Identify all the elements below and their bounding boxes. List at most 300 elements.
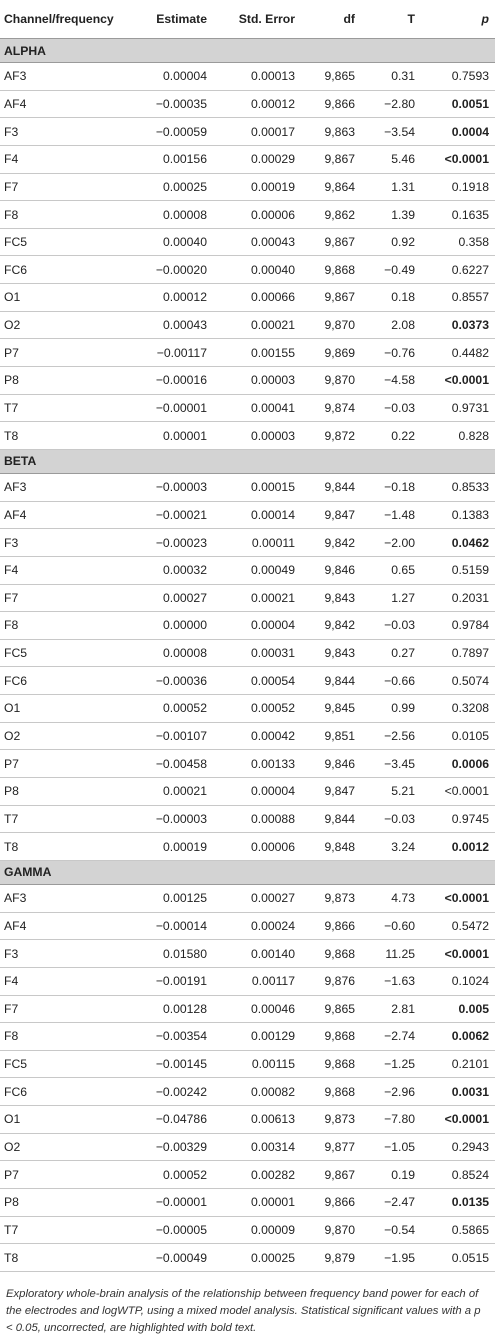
p-value-cell: 0.5865 — [421, 1216, 495, 1244]
estimate-cell: 0.00025 — [125, 173, 213, 201]
t-value-cell: 1.27 — [361, 584, 421, 612]
t-value-cell: 4.73 — [361, 884, 421, 912]
estimate-cell: −0.00191 — [125, 967, 213, 995]
table-row — [0, 940, 495, 968]
estimate-cell: 0.00156 — [125, 145, 213, 173]
p-value-cell: 0.828 — [421, 422, 495, 450]
p-value-cell: 0.0031 — [421, 1078, 495, 1106]
df-cell: 9,868 — [301, 1050, 361, 1078]
estimate-cell: −0.00021 — [125, 501, 213, 529]
channel-cell: FC6 — [0, 256, 125, 284]
t-value-cell: 5.21 — [361, 778, 421, 806]
p-value-cell: 0.3208 — [421, 695, 495, 723]
p-value-cell: 0.2101 — [421, 1050, 495, 1078]
table-row — [0, 256, 495, 284]
channel-cell: F7 — [0, 173, 125, 201]
table-caption: Exploratory whole-brain analysis of the relationship between frequency band power for each of the electrodes and logWTP, using a mixed model analysis. Statistical significant values with a p < 0.05, uncorrected, are highlighted with bold text. — [6, 1287, 481, 1334]
std-error-cell: 0.00015 — [213, 473, 301, 501]
std-error-cell: 0.00001 — [213, 1188, 301, 1216]
table-row — [0, 90, 495, 118]
channel-cell: P8 — [0, 1188, 125, 1216]
channel-cell: AF3 — [0, 884, 125, 912]
df-cell: 9,851 — [301, 722, 361, 750]
estimate-cell: −0.00117 — [125, 339, 213, 367]
std-error-cell: 0.00040 — [213, 256, 301, 284]
estimate-cell: 0.00008 — [125, 639, 213, 667]
estimate-cell: 0.00125 — [125, 884, 213, 912]
df-cell: 9,868 — [301, 1078, 361, 1106]
p-value-cell: 0.5074 — [421, 667, 495, 695]
header-df: df — [301, 0, 361, 39]
std-error-cell: 0.00054 — [213, 667, 301, 695]
p-value-cell: 0.5472 — [421, 912, 495, 940]
channel-cell: O2 — [0, 311, 125, 339]
channel-cell: FC5 — [0, 228, 125, 256]
p-value-cell: 0.4482 — [421, 339, 495, 367]
estimate-cell: −0.00020 — [125, 256, 213, 284]
estimate-cell: −0.00023 — [125, 529, 213, 557]
t-value-cell: −1.48 — [361, 501, 421, 529]
df-cell: 9,868 — [301, 1023, 361, 1051]
channel-cell: P7 — [0, 750, 125, 778]
t-value-cell: 0.19 — [361, 1161, 421, 1189]
table-row — [0, 394, 495, 422]
std-error-cell: 0.00029 — [213, 145, 301, 173]
std-error-cell: 0.00314 — [213, 1133, 301, 1161]
p-value-cell: 0.0515 — [421, 1244, 495, 1272]
std-error-cell: 0.00041 — [213, 394, 301, 422]
t-value-cell: −2.96 — [361, 1078, 421, 1106]
std-error-cell: 0.00052 — [213, 695, 301, 723]
p-value-cell: 0.1635 — [421, 201, 495, 229]
estimate-cell: −0.00049 — [125, 1244, 213, 1272]
table-row — [0, 1216, 495, 1244]
t-value-cell: 0.31 — [361, 63, 421, 91]
channel-cell: F8 — [0, 201, 125, 229]
p-value-cell: 0.0135 — [421, 1188, 495, 1216]
p-value-cell: 0.9784 — [421, 612, 495, 640]
p-value-cell: 0.2031 — [421, 584, 495, 612]
std-error-cell: 0.00004 — [213, 612, 301, 640]
t-value-cell: −3.45 — [361, 750, 421, 778]
channel-cell: FC6 — [0, 1078, 125, 1106]
t-value-cell: −2.80 — [361, 90, 421, 118]
df-cell: 9,864 — [301, 173, 361, 201]
std-error-cell: 0.00043 — [213, 228, 301, 256]
t-value-cell: 2.08 — [361, 311, 421, 339]
std-error-cell: 0.00012 — [213, 90, 301, 118]
df-cell: 9,873 — [301, 884, 361, 912]
std-error-cell: 0.00003 — [213, 367, 301, 395]
df-cell: 9,843 — [301, 584, 361, 612]
table-row — [0, 778, 495, 806]
estimate-cell: −0.00458 — [125, 750, 213, 778]
df-cell: 9,847 — [301, 501, 361, 529]
std-error-cell: 0.00021 — [213, 311, 301, 339]
p-value-cell: 0.8533 — [421, 473, 495, 501]
t-value-cell: −3.54 — [361, 118, 421, 146]
std-error-cell: 0.00133 — [213, 750, 301, 778]
df-cell: 9,865 — [301, 995, 361, 1023]
t-value-cell: −7.80 — [361, 1106, 421, 1134]
t-value-cell: 0.92 — [361, 228, 421, 256]
table-row — [0, 639, 495, 667]
t-value-cell: 1.39 — [361, 201, 421, 229]
table-row — [0, 1023, 495, 1051]
df-cell: 9,870 — [301, 367, 361, 395]
channel-cell: T8 — [0, 833, 125, 861]
table-row — [0, 912, 495, 940]
df-cell: 9,877 — [301, 1133, 361, 1161]
df-cell: 9,872 — [301, 422, 361, 450]
header-p: p — [421, 0, 495, 39]
channel-cell: T8 — [0, 422, 125, 450]
df-cell: 9,848 — [301, 833, 361, 861]
t-value-cell: 2.81 — [361, 995, 421, 1023]
channel-cell: AF4 — [0, 501, 125, 529]
table-row — [0, 884, 495, 912]
channel-cell: AF3 — [0, 473, 125, 501]
t-value-cell: −1.63 — [361, 967, 421, 995]
table-row — [0, 501, 495, 529]
table-header — [0, 0, 495, 39]
p-value-cell: 0.0051 — [421, 90, 495, 118]
df-cell: 9,867 — [301, 284, 361, 312]
t-value-cell: 0.18 — [361, 284, 421, 312]
channel-cell: P8 — [0, 778, 125, 806]
std-error-cell: 0.00017 — [213, 118, 301, 146]
std-error-cell: 0.00046 — [213, 995, 301, 1023]
channel-cell: AF4 — [0, 90, 125, 118]
estimate-cell: −0.04786 — [125, 1106, 213, 1134]
df-cell: 9,869 — [301, 339, 361, 367]
t-value-cell: 0.99 — [361, 695, 421, 723]
p-value-cell: 0.1918 — [421, 173, 495, 201]
std-error-cell: 0.00031 — [213, 639, 301, 667]
df-cell: 9,879 — [301, 1244, 361, 1272]
table-row — [0, 339, 495, 367]
estimate-cell: −0.00016 — [125, 367, 213, 395]
table-row — [0, 311, 495, 339]
table-row — [0, 284, 495, 312]
t-value-cell: −0.03 — [361, 612, 421, 640]
std-error-cell: 0.00014 — [213, 501, 301, 529]
p-value-cell: 0.1383 — [421, 501, 495, 529]
estimate-cell: 0.00012 — [125, 284, 213, 312]
df-cell: 9,846 — [301, 556, 361, 584]
std-error-cell: 0.00117 — [213, 967, 301, 995]
table-row — [0, 750, 495, 778]
p-value-cell: 0.1024 — [421, 967, 495, 995]
table-row — [0, 1106, 495, 1134]
t-value-cell: −0.03 — [361, 394, 421, 422]
t-value-cell: −0.54 — [361, 1216, 421, 1244]
std-error-cell: 0.00140 — [213, 940, 301, 968]
header-row — [0, 0, 495, 39]
table-row — [0, 1244, 495, 1272]
t-value-cell: −0.60 — [361, 912, 421, 940]
table-row — [0, 473, 495, 501]
table-body — [0, 39, 495, 1272]
t-value-cell: 11.25 — [361, 940, 421, 968]
p-value-cell: 0.9745 — [421, 805, 495, 833]
estimate-cell: 0.00052 — [125, 1161, 213, 1189]
std-error-cell: 0.00004 — [213, 778, 301, 806]
estimate-cell: −0.00005 — [125, 1216, 213, 1244]
p-value-cell: 0.8557 — [421, 284, 495, 312]
table-row — [0, 118, 495, 146]
df-cell: 9,866 — [301, 912, 361, 940]
estimate-cell: 0.00043 — [125, 311, 213, 339]
estimate-cell: 0.01580 — [125, 940, 213, 968]
df-cell: 9,844 — [301, 667, 361, 695]
p-value-cell: <0.0001 — [421, 367, 495, 395]
estimate-cell: 0.00027 — [125, 584, 213, 612]
header-t: T — [361, 0, 421, 39]
std-error-cell: 0.00006 — [213, 833, 301, 861]
channel-cell: T7 — [0, 1216, 125, 1244]
std-error-cell: 0.00009 — [213, 1216, 301, 1244]
channel-cell: F4 — [0, 145, 125, 173]
df-cell: 9,873 — [301, 1106, 361, 1134]
p-value-cell: 0.5159 — [421, 556, 495, 584]
estimate-cell: −0.00059 — [125, 118, 213, 146]
df-cell: 9,868 — [301, 256, 361, 284]
std-error-cell: 0.00082 — [213, 1078, 301, 1106]
t-value-cell: 3.24 — [361, 833, 421, 861]
channel-cell: F3 — [0, 529, 125, 557]
table-row — [0, 529, 495, 557]
t-value-cell: −0.03 — [361, 805, 421, 833]
channel-cell: O1 — [0, 284, 125, 312]
df-cell: 9,845 — [301, 695, 361, 723]
p-value-cell: <0.0001 — [421, 940, 495, 968]
table-row — [0, 1188, 495, 1216]
header-estimate: Estimate — [125, 0, 213, 39]
table-row — [0, 805, 495, 833]
channel-cell: P8 — [0, 367, 125, 395]
channel-cell: F8 — [0, 612, 125, 640]
p-value-cell: 0.0105 — [421, 722, 495, 750]
t-value-cell: 1.31 — [361, 173, 421, 201]
table-row — [0, 1078, 495, 1106]
estimate-cell: 0.00021 — [125, 778, 213, 806]
channel-cell: O1 — [0, 695, 125, 723]
estimate-cell: 0.00001 — [125, 422, 213, 450]
channel-cell: F4 — [0, 556, 125, 584]
p-value-cell: 0.8524 — [421, 1161, 495, 1189]
estimate-cell: −0.00001 — [125, 1188, 213, 1216]
table-row — [0, 1161, 495, 1189]
table-row — [0, 63, 495, 91]
p-value-cell: 0.0012 — [421, 833, 495, 861]
std-error-cell: 0.00282 — [213, 1161, 301, 1189]
table-row — [0, 201, 495, 229]
estimate-cell: −0.00003 — [125, 473, 213, 501]
table-row — [0, 1133, 495, 1161]
table-row — [0, 422, 495, 450]
channel-cell: F7 — [0, 995, 125, 1023]
std-error-cell: 0.00003 — [213, 422, 301, 450]
channel-cell: FC5 — [0, 1050, 125, 1078]
t-value-cell: 5.46 — [361, 145, 421, 173]
df-cell: 9,844 — [301, 473, 361, 501]
t-value-cell: 0.27 — [361, 639, 421, 667]
std-error-cell: 0.00027 — [213, 884, 301, 912]
t-value-cell: −2.74 — [361, 1023, 421, 1051]
df-cell: 9,842 — [301, 612, 361, 640]
std-error-cell: 0.00013 — [213, 63, 301, 91]
table-row — [0, 367, 495, 395]
df-cell: 9,844 — [301, 805, 361, 833]
std-error-cell: 0.00021 — [213, 584, 301, 612]
p-value-cell: <0.0001 — [421, 778, 495, 806]
std-error-cell: 0.00025 — [213, 1244, 301, 1272]
df-cell: 9,846 — [301, 750, 361, 778]
df-cell: 9,868 — [301, 940, 361, 968]
df-cell: 9,867 — [301, 1161, 361, 1189]
table-row — [0, 967, 495, 995]
section-row-alpha — [0, 39, 495, 63]
estimate-cell: −0.00145 — [125, 1050, 213, 1078]
table-row — [0, 695, 495, 723]
p-value-cell: <0.0001 — [421, 1106, 495, 1134]
header-std-error: Std. Error — [213, 0, 301, 39]
p-value-cell: 0.7897 — [421, 639, 495, 667]
p-value-cell: 0.005 — [421, 995, 495, 1023]
p-value-cell: 0.0462 — [421, 529, 495, 557]
channel-cell: AF3 — [0, 63, 125, 91]
channel-cell: T8 — [0, 1244, 125, 1272]
table-row — [0, 612, 495, 640]
estimate-cell: 0.00052 — [125, 695, 213, 723]
table-row — [0, 584, 495, 612]
t-value-cell: 0.22 — [361, 422, 421, 450]
t-value-cell: −0.76 — [361, 339, 421, 367]
p-value-cell: 0.0373 — [421, 311, 495, 339]
std-error-cell: 0.00613 — [213, 1106, 301, 1134]
channel-cell: FC6 — [0, 667, 125, 695]
table-row — [0, 556, 495, 584]
estimate-cell: −0.00242 — [125, 1078, 213, 1106]
channel-cell: AF4 — [0, 912, 125, 940]
p-value-cell: <0.0001 — [421, 145, 495, 173]
estimate-cell: 0.00004 — [125, 63, 213, 91]
df-cell: 9,876 — [301, 967, 361, 995]
df-cell: 9,842 — [301, 529, 361, 557]
p-value-cell: 0.7593 — [421, 63, 495, 91]
table-row — [0, 145, 495, 173]
df-cell: 9,874 — [301, 394, 361, 422]
channel-cell: F8 — [0, 1023, 125, 1051]
t-value-cell: 0.65 — [361, 556, 421, 584]
df-cell: 9,847 — [301, 778, 361, 806]
t-value-cell: −1.25 — [361, 1050, 421, 1078]
std-error-cell: 0.00024 — [213, 912, 301, 940]
std-error-cell: 0.00115 — [213, 1050, 301, 1078]
table-row — [0, 228, 495, 256]
estimate-cell: 0.00019 — [125, 833, 213, 861]
t-value-cell: −2.56 — [361, 722, 421, 750]
std-error-cell: 0.00011 — [213, 529, 301, 557]
p-value-cell: 0.0006 — [421, 750, 495, 778]
std-error-cell: 0.00066 — [213, 284, 301, 312]
df-cell: 9,866 — [301, 90, 361, 118]
t-value-cell: −1.95 — [361, 1244, 421, 1272]
df-cell: 9,870 — [301, 1216, 361, 1244]
table-row — [0, 667, 495, 695]
channel-cell: FC5 — [0, 639, 125, 667]
channel-cell: P7 — [0, 339, 125, 367]
section-label: BETA — [0, 449, 495, 473]
header-channel-frequency: Channel/frequency — [0, 0, 125, 39]
p-value-cell: <0.0001 — [421, 884, 495, 912]
estimate-cell: −0.00035 — [125, 90, 213, 118]
channel-cell: O2 — [0, 1133, 125, 1161]
table-row — [0, 995, 495, 1023]
std-error-cell: 0.00155 — [213, 339, 301, 367]
section-row-beta — [0, 449, 495, 473]
channel-cell: F4 — [0, 967, 125, 995]
t-value-cell: −2.47 — [361, 1188, 421, 1216]
df-cell: 9,863 — [301, 118, 361, 146]
t-value-cell: −4.58 — [361, 367, 421, 395]
channel-cell: T7 — [0, 394, 125, 422]
section-label: ALPHA — [0, 39, 495, 63]
t-value-cell: −0.18 — [361, 473, 421, 501]
df-cell: 9,870 — [301, 311, 361, 339]
p-value-cell: 0.2943 — [421, 1133, 495, 1161]
table-row — [0, 1050, 495, 1078]
p-value-cell: 0.6227 — [421, 256, 495, 284]
estimate-cell: −0.00354 — [125, 1023, 213, 1051]
p-value-cell: 0.358 — [421, 228, 495, 256]
df-cell: 9,865 — [301, 63, 361, 91]
section-label: GAMMA — [0, 860, 495, 884]
estimate-cell: −0.00001 — [125, 394, 213, 422]
std-error-cell: 0.00006 — [213, 201, 301, 229]
df-cell: 9,866 — [301, 1188, 361, 1216]
std-error-cell: 0.00129 — [213, 1023, 301, 1051]
channel-cell: O2 — [0, 722, 125, 750]
section-row-gamma — [0, 860, 495, 884]
estimate-cell: −0.00003 — [125, 805, 213, 833]
p-value-cell: 0.0062 — [421, 1023, 495, 1051]
df-cell: 9,843 — [301, 639, 361, 667]
channel-cell: F3 — [0, 940, 125, 968]
df-cell: 9,862 — [301, 201, 361, 229]
p-value-cell: 0.0004 — [421, 118, 495, 146]
df-cell: 9,867 — [301, 228, 361, 256]
estimate-cell: 0.00128 — [125, 995, 213, 1023]
df-cell: 9,867 — [301, 145, 361, 173]
std-error-cell: 0.00049 — [213, 556, 301, 584]
channel-cell: F7 — [0, 584, 125, 612]
estimate-cell: 0.00008 — [125, 201, 213, 229]
table-row — [0, 173, 495, 201]
std-error-cell: 0.00019 — [213, 173, 301, 201]
estimate-cell: 0.00032 — [125, 556, 213, 584]
channel-cell: T7 — [0, 805, 125, 833]
table-row — [0, 722, 495, 750]
t-value-cell: −2.00 — [361, 529, 421, 557]
std-error-cell: 0.00088 — [213, 805, 301, 833]
channel-cell: F3 — [0, 118, 125, 146]
channel-cell: P7 — [0, 1161, 125, 1189]
p-value-cell: 0.9731 — [421, 394, 495, 422]
estimate-cell: 0.00040 — [125, 228, 213, 256]
estimate-cell: −0.00036 — [125, 667, 213, 695]
